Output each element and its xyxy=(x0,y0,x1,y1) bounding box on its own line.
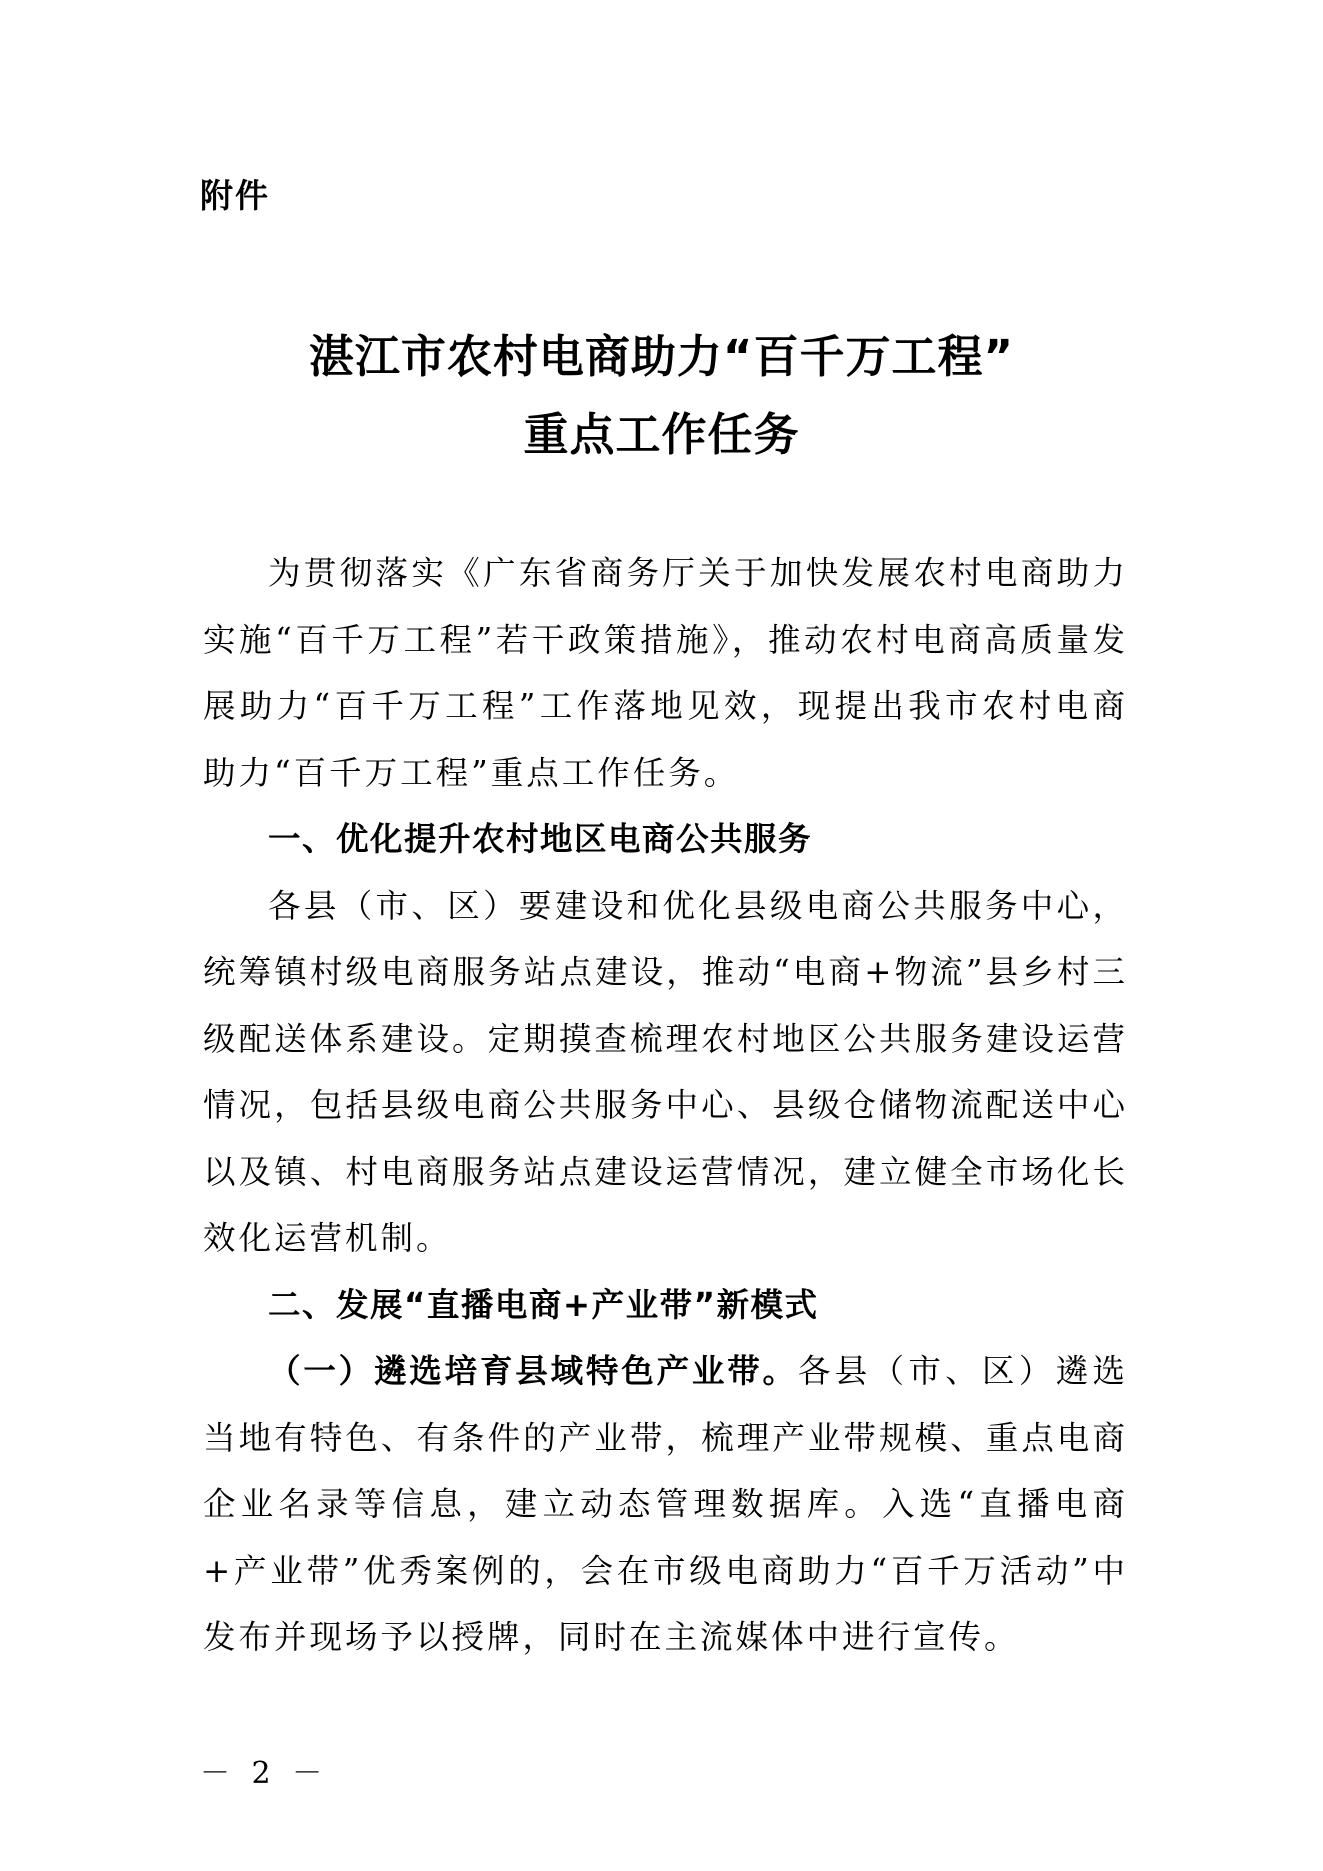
document-title-line-1: 湛江市农村电商助力“百千万工程” xyxy=(308,330,1015,383)
section-1-heading: 一、优化提升农村地区电商公共服务 xyxy=(268,820,813,858)
section-2-item-1-paragraph xyxy=(203,1338,1128,1671)
item-1-body: 各县（市、区）遴选当地有特色、有条件的产业带，梳理产业带规模、重点电商企业名录等信息，建立动态管理数据库。入选“直播电商+产业带”优秀案例的，会在市级电商助力“百千万活动”中发布并现场予以授牌，同时在主流媒体中进行宣传。 xyxy=(203,1352,1128,1656)
section-1-paragraph: 各县（市、区）要建设和优化县级电商公共服务中心，统筹镇村级电商服务站点建设，推动“电商+物流”县乡村三级配送体系建设。定期摸查梳理农村地区公共服务建设运营情况，包括县级电商公共服务中心、县级仓储物流配送中心以及镇、村电商服务站点建设运营情况，建立健全市场化长效化运营机制。 xyxy=(203,886,1128,1257)
item-1-heading: （一）遴选培育县域特色产业带。 xyxy=(268,1352,798,1390)
attachment-label: 附件 xyxy=(200,176,270,215)
document-title-line-2: 重点工作任务 xyxy=(523,408,800,461)
intro-paragraph: 为贯彻落实《广东省商务厅关于加快发展农村电商助力实施“百千万工程”若干政策措施》，推动农村电商高质量发展助力“百千万工程”工作落地见效，现提出我市农村电商助力“百千万工程”重点工作任务。 xyxy=(203,554,1128,792)
document-body xyxy=(203,540,1128,1671)
page-number: － 2 － xyxy=(200,1756,329,1791)
section-2-heading: 二、发展“直播电商+产业带”新模式 xyxy=(268,1285,819,1324)
